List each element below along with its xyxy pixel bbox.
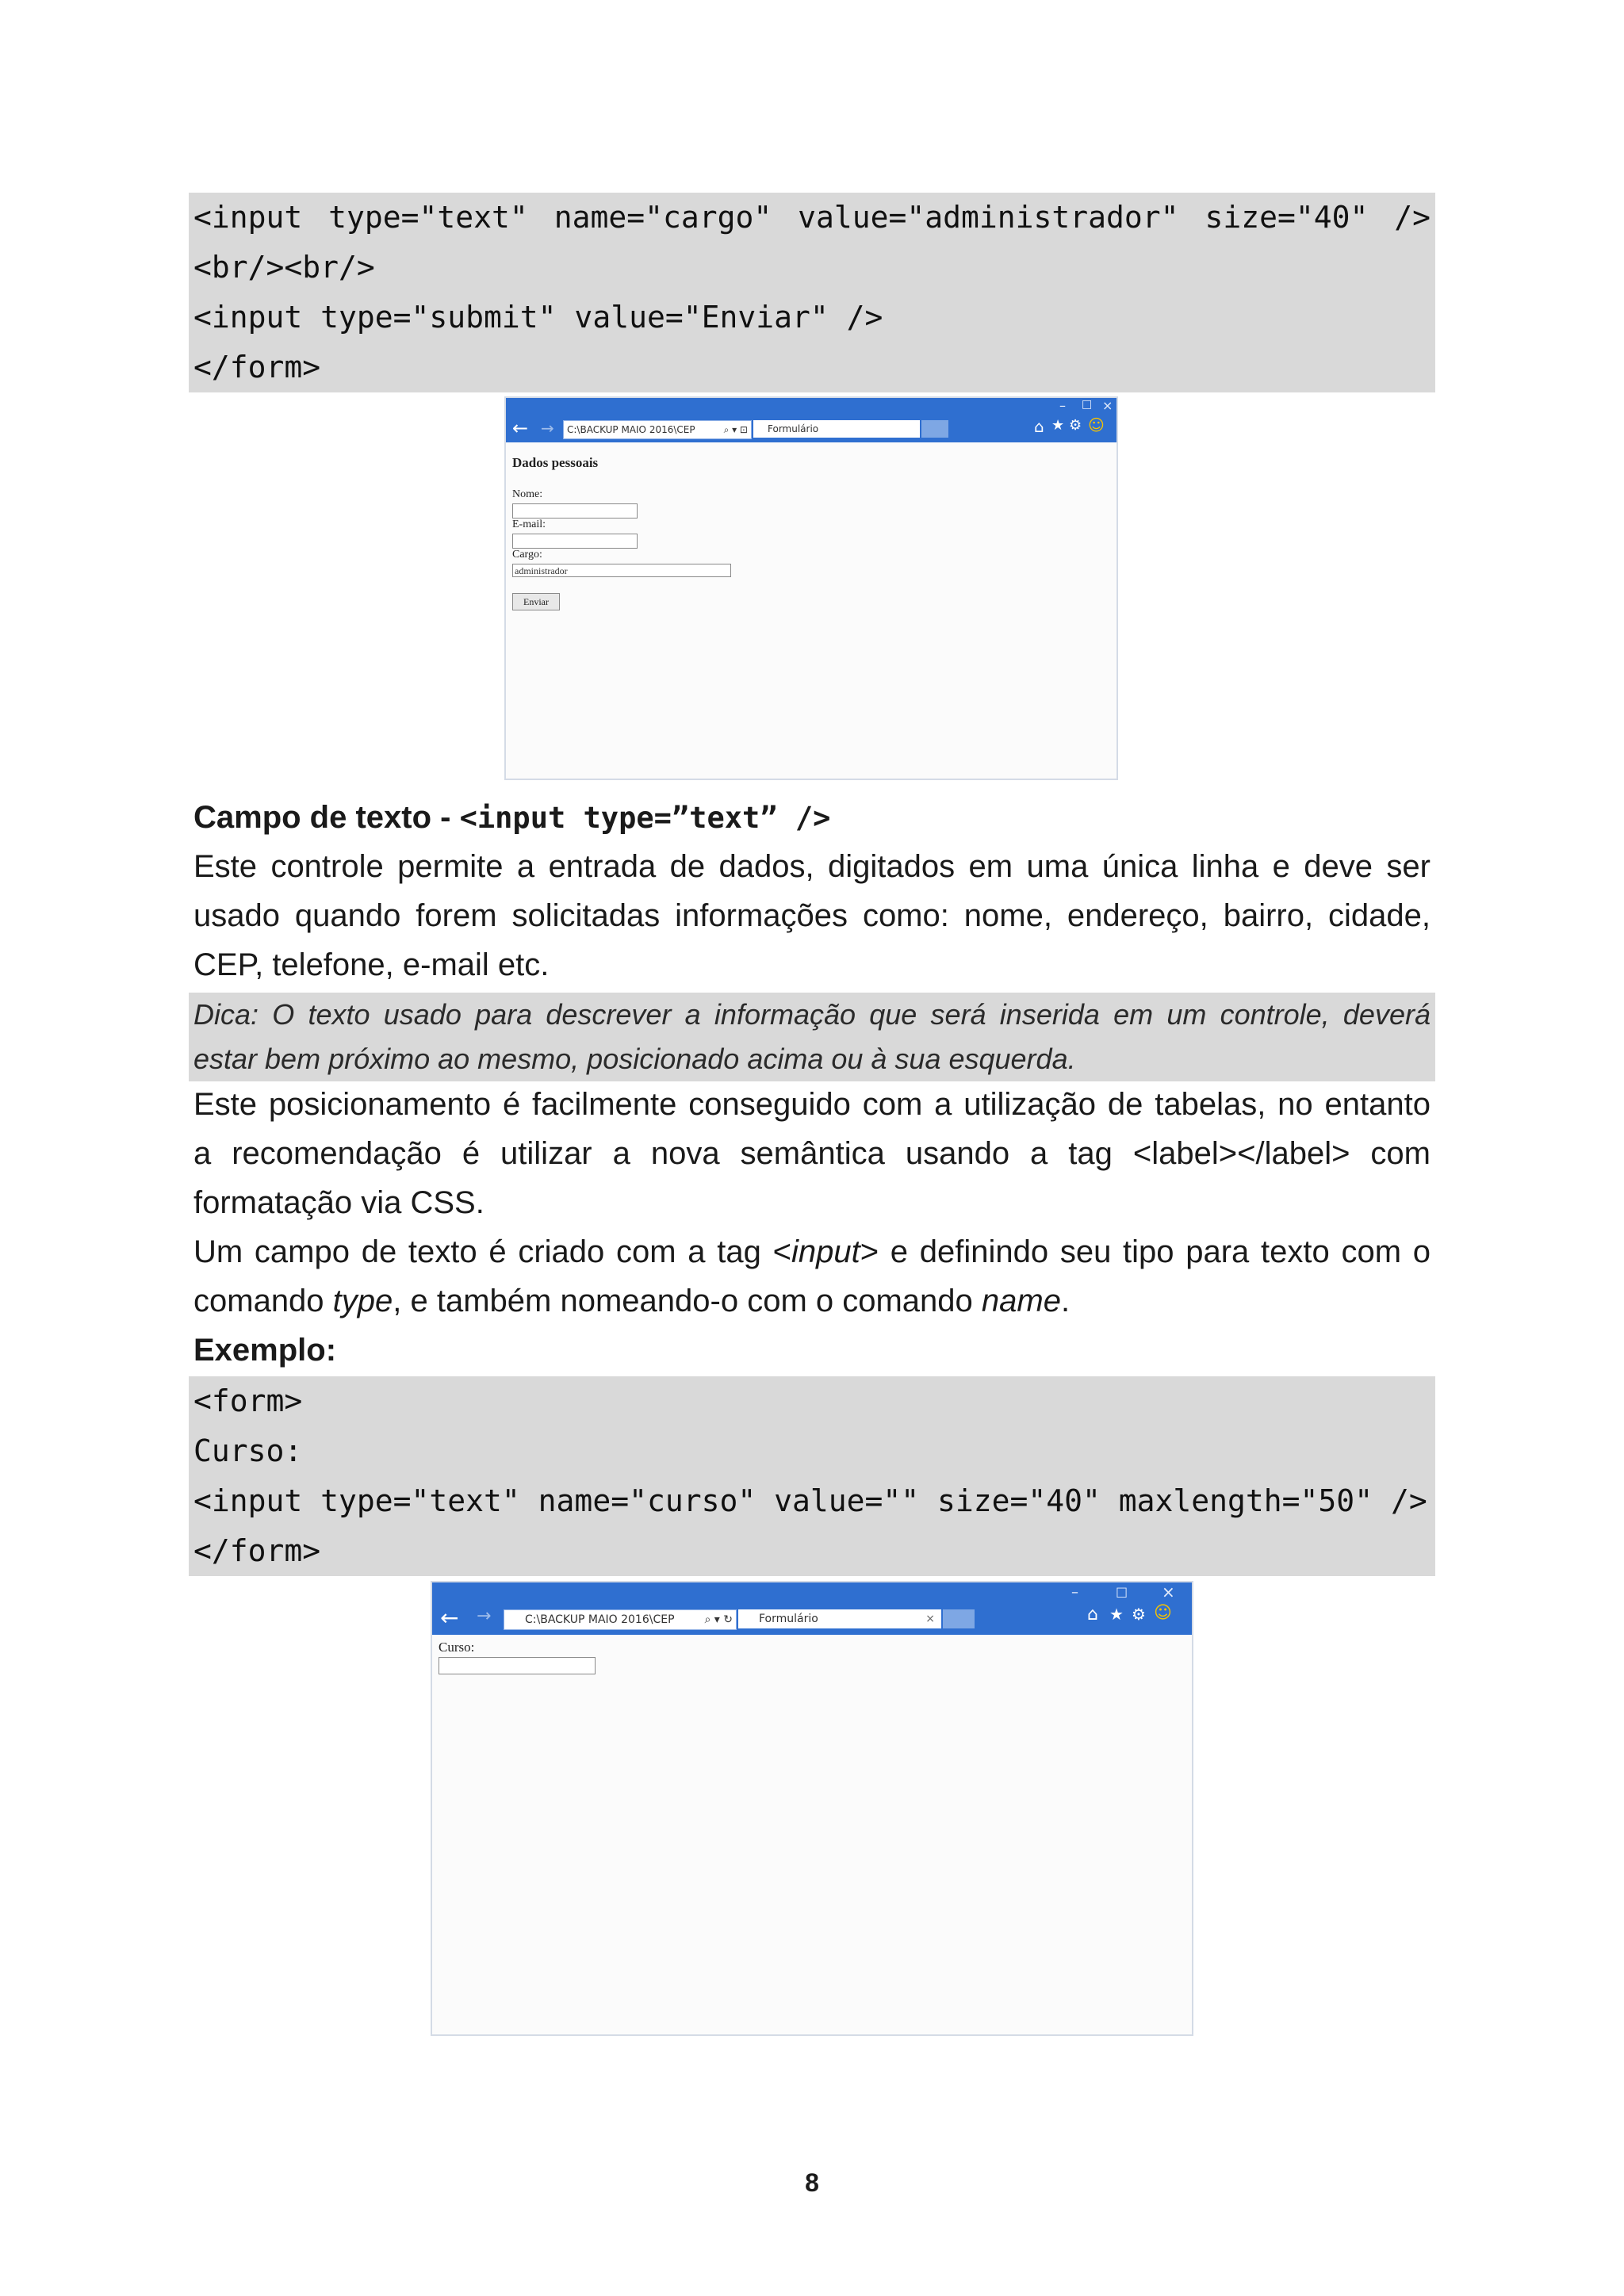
maximize-icon[interactable]: □: [1116, 1584, 1128, 1599]
tab-formulario[interactable]: [753, 420, 920, 438]
code-line: </form>: [193, 350, 321, 385]
code-token: <input: [193, 200, 303, 235]
text-run: Um campo de texto é criado com a tag <: [193, 1234, 791, 1269]
page-heading: Dados pessoais: [512, 455, 599, 470]
code-line: </form>: [193, 1533, 321, 1568]
code-line: <form>: [193, 1383, 303, 1418]
code-block-bottom: [189, 1376, 1435, 1576]
back-arrow-icon[interactable]: ←: [440, 1605, 459, 1631]
maximize-icon[interactable]: □: [1082, 398, 1093, 411]
curso-input[interactable]: [439, 1657, 596, 1674]
enviar-button[interactable]: Enviar: [512, 593, 560, 610]
code-token: value="administrador": [798, 200, 1179, 235]
forward-arrow-icon[interactable]: →: [477, 1606, 492, 1626]
address-icons: ⌕ ▾ ↻: [704, 1613, 733, 1626]
favorites-star-icon[interactable]: ★: [1109, 1605, 1124, 1624]
section-heading-text: Campo de texto -: [193, 800, 460, 835]
smiley-feedback-icon[interactable]: ☺: [1088, 415, 1105, 434]
tab-close-icon[interactable]: ×: [925, 1613, 935, 1625]
text-line: [193, 1227, 1431, 1276]
address-text: C:\BACKUP MAIO 2016\CEP: [567, 424, 695, 435]
smiley-feedback-icon[interactable]: ☺: [1154, 1603, 1172, 1623]
minimize-icon[interactable]: –: [1071, 1584, 1078, 1601]
text-run-italic: input: [791, 1234, 860, 1269]
forward-arrow-icon[interactable]: →: [541, 419, 554, 438]
text-line: usado quando forem solicitadas informações como: nome, endereço, bairro, cidade,: [193, 898, 1431, 933]
page-number: 8: [805, 2168, 819, 2197]
text-line: [193, 1276, 1431, 1326]
label-curso: Curso:: [439, 1640, 475, 1655]
paragraph-text-field: [193, 1227, 1431, 1326]
text-run-italic: name: [981, 1284, 1061, 1318]
tip-line: Dica: O texto usado para descrever a informação que será inserida em um controle, deverá: [193, 998, 1431, 1031]
tip-line: estar bem próximo ao mesmo, posicionado acima ou à sua esquerda.: [193, 1043, 1076, 1075]
email-input[interactable]: [512, 534, 638, 549]
cargo-value: administrador: [515, 565, 568, 576]
example-label: Exemplo:: [193, 1333, 337, 1368]
code-token: type="text": [328, 200, 528, 235]
text-run: , e também nomeando-o com o comando: [393, 1284, 982, 1318]
label-cargo: Cargo:: [512, 549, 542, 561]
address-bar[interactable]: [504, 1609, 737, 1630]
back-arrow-icon[interactable]: ←: [512, 417, 529, 439]
code-line: Curso:: [193, 1433, 303, 1468]
address-text: C:\BACKUP MAIO 2016\CEP: [525, 1613, 675, 1626]
browser-titlebar: [432, 1582, 1192, 1635]
text-run: comando: [193, 1284, 333, 1318]
tab-label: Formulário: [768, 423, 819, 434]
tab-label: Formulário: [759, 1613, 818, 1625]
browser-screenshot-curso: [431, 1581, 1193, 2036]
text-line: Este controle permite a entrada de dados, digitados em uma única linha e deve ser: [193, 849, 1431, 884]
nome-input[interactable]: [512, 503, 638, 519]
text-run-italic: type: [332, 1284, 393, 1318]
settings-gear-icon[interactable]: ⚙: [1069, 417, 1082, 434]
browser-titlebar: [506, 398, 1116, 442]
text-line: a recomendação é utilizar a nova semântica usando a tag <label></label> com: [193, 1136, 1431, 1171]
paragraph-intro: [193, 842, 1431, 989]
address-bar[interactable]: [563, 420, 752, 439]
code-line: <br/><br/>: [193, 250, 375, 285]
text-line: CEP, telefone, e-mail etc.: [193, 947, 550, 982]
favorites-star-icon[interactable]: ★: [1051, 417, 1065, 434]
text-run: > e definindo seu tipo para texto com o: [860, 1234, 1431, 1269]
minimize-icon[interactable]: –: [1059, 398, 1066, 413]
text-run: .: [1060, 1284, 1071, 1318]
code-line: [189, 193, 1435, 243]
home-icon[interactable]: ⌂: [1087, 1605, 1098, 1624]
code-token: name="cargo": [553, 200, 772, 235]
code-token: size="40": [1205, 200, 1369, 235]
code-line: <input type="submit" value="Enviar" />: [193, 300, 883, 335]
close-icon[interactable]: ×: [1102, 398, 1113, 413]
label-email: E-mail:: [512, 519, 546, 530]
new-tab-button[interactable]: [943, 1609, 975, 1628]
home-icon[interactable]: ⌂: [1034, 417, 1044, 436]
section-heading: [193, 793, 830, 843]
tip-box: [189, 993, 1435, 1081]
section-heading-code: <input type=”text” />: [459, 801, 831, 835]
text-line: formatação via CSS.: [193, 1185, 485, 1220]
tab-formulario[interactable]: [738, 1609, 941, 1628]
code-block-top: [189, 193, 1435, 392]
text-line: Este posicionamento é facilmente conseguido com a utilização de tabelas, no entanto: [193, 1087, 1431, 1122]
code-line: <input type="text" name="curso" value="" size="40" maxlength="50" />: [193, 1483, 1427, 1518]
code-token: />: [1394, 200, 1431, 235]
cargo-input[interactable]: [512, 564, 731, 577]
label-nome: Nome:: [512, 488, 543, 500]
close-icon[interactable]: ×: [1162, 1582, 1175, 1601]
browser-screenshot-dados-pessoais: [504, 396, 1118, 780]
paragraph-positioning: [193, 1080, 1431, 1227]
address-icons: ⌕ ▾ ⊡: [723, 424, 748, 435]
settings-gear-icon[interactable]: ⚙: [1132, 1605, 1146, 1624]
new-tab-button[interactable]: [921, 420, 948, 438]
